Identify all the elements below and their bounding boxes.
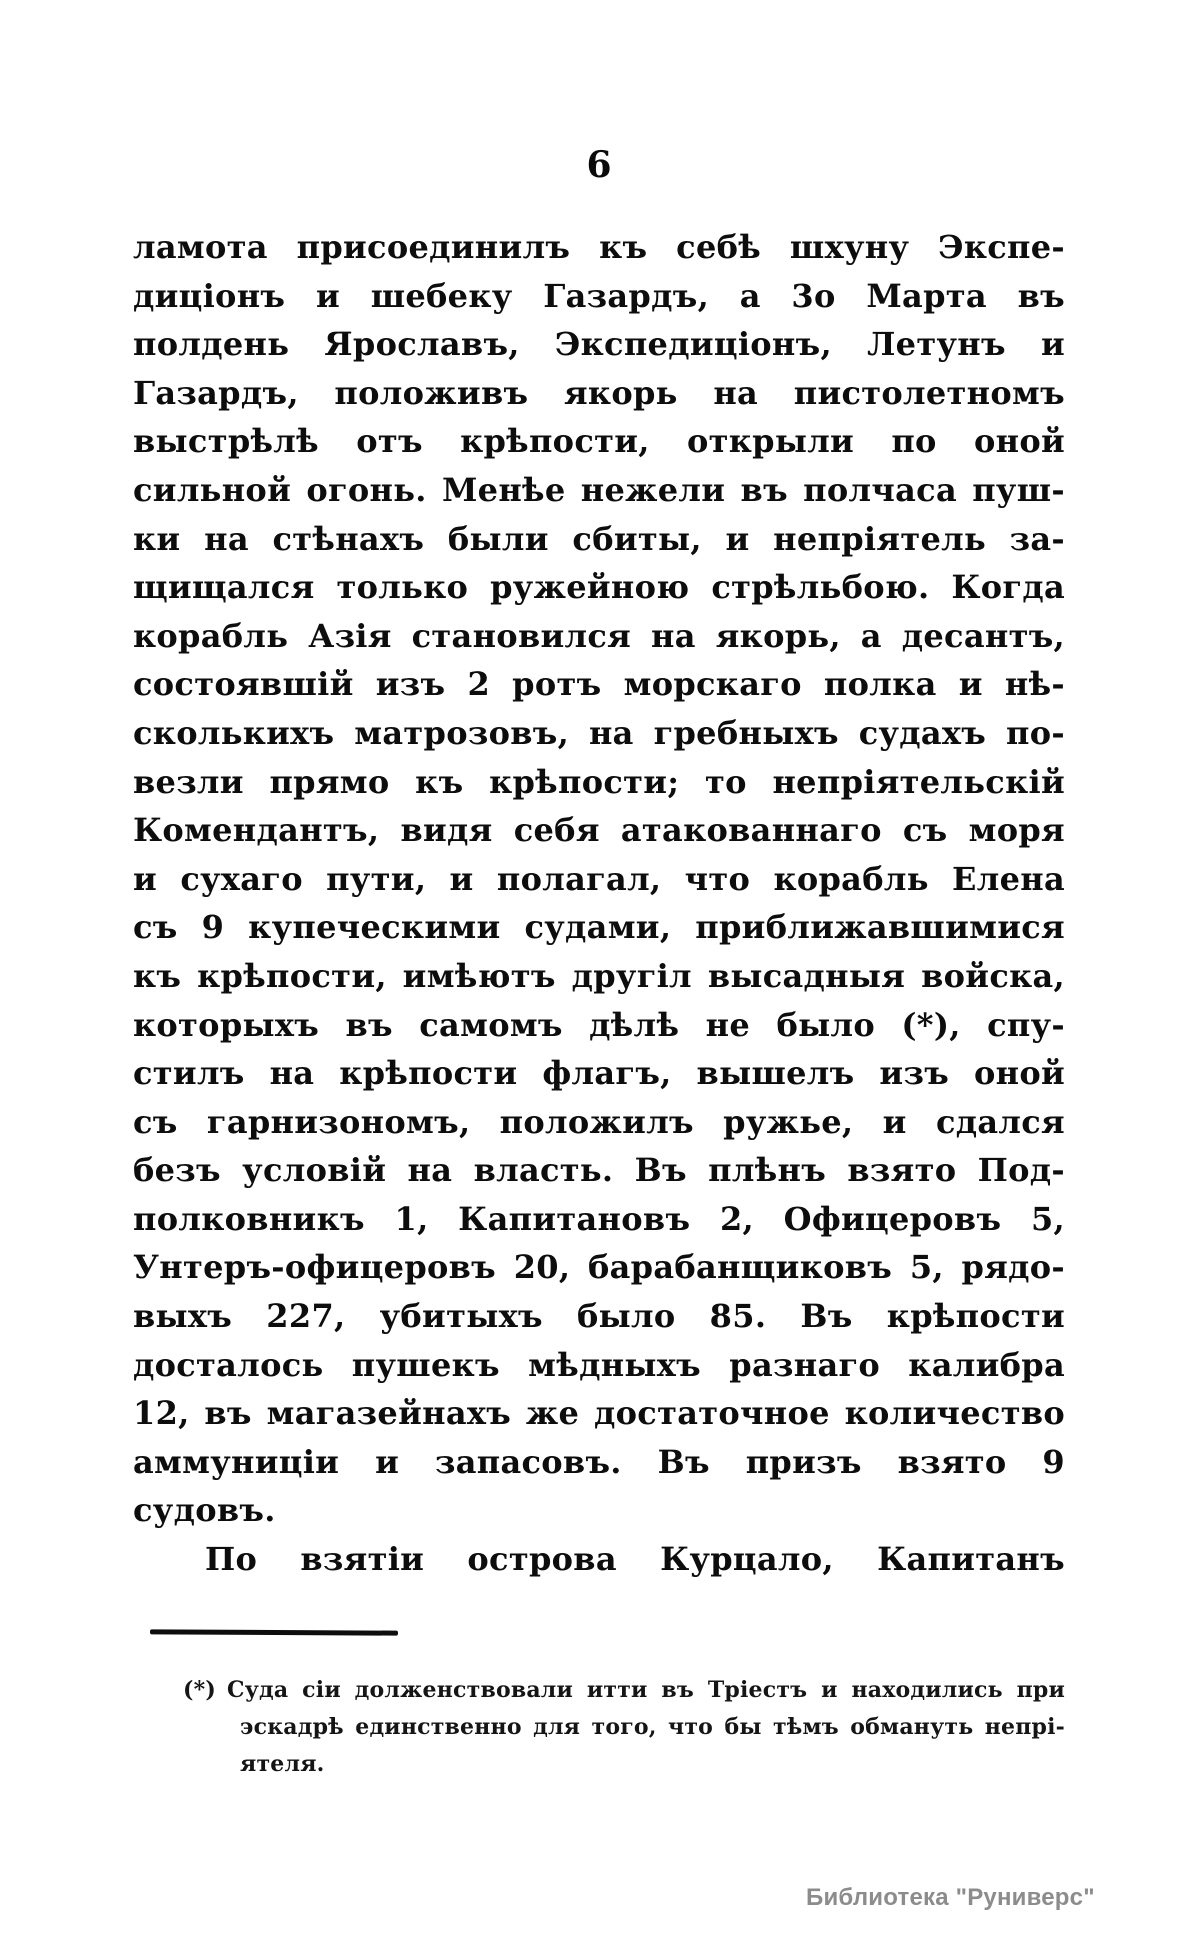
text-line: и сухаго пути, и полагал, что корабль Елена — [133, 859, 1065, 898]
text-line: состоявшій изъ 2 ротъ морскаго полка и нѣ- — [133, 665, 1065, 704]
text-line: стилъ на крѣпости флагъ, вышелъ изъ оной — [133, 1054, 1065, 1093]
text-line: съ 9 купеческими судами, приближавшимися — [133, 908, 1065, 947]
text-line: Комендантъ, видя себя атакованнаго съ моря — [133, 811, 1065, 850]
text-line-paragraph-start: По взятіи острова Курцало, Капитанъ — [205, 1540, 1065, 1579]
text-line: корабль Азія становился на якорь, а десантъ, — [133, 616, 1065, 655]
text-line: ки на стѣнахъ были сбиты, и непріятель за- — [133, 519, 1065, 558]
text-line: щищался только ружейною стрѣльбою. Когда — [133, 568, 1065, 607]
text-line: диціонъ и шебеку Газардъ, а 3о Марта въ — [133, 276, 1065, 315]
footnote-text: Суда сіи долженствовали итти въ Тріестъ и находились при — [227, 1677, 1065, 1703]
text-line: везли прямо къ крѣпости; то непріятельскій — [133, 762, 1065, 801]
text-line: досталось пушекъ мѣдныхъ разнаго калибра — [133, 1345, 1065, 1384]
footnote-block — [183, 1672, 1065, 1783]
footnote-separator-rule — [150, 1629, 398, 1635]
text-line: Унтеръ-офицеровъ 20, барабанщиковъ 5, рядо- — [133, 1248, 1065, 1287]
page-number: 6 — [586, 144, 612, 186]
main-text-block — [133, 223, 1065, 1584]
text-line: выстрѣлѣ отъ крѣпости, открыли по оной — [133, 422, 1065, 461]
footnote-marker: (*) — [183, 1677, 216, 1703]
text-line: 12, въ магазейнахъ же достаточное количество — [133, 1394, 1065, 1433]
text-line: полдень Ярославъ, Экспедиціонъ, Летунъ и — [133, 325, 1065, 364]
text-line: къ крѣпости, имѣютъ другіл высадныя войска, — [133, 956, 1065, 995]
footnote-line: эскадрѣ единственно для того, что бы тѣмъ обмануть непрі- — [240, 1714, 1065, 1740]
text-line: полковникъ 1, Капитановъ 2, Офицеровъ 5, — [133, 1199, 1065, 1238]
text-line-paragraph-end: судовъ. — [133, 1491, 276, 1530]
text-line: безъ условій на власть. Въ плѣнъ взято Под- — [133, 1151, 1065, 1190]
footnote-line: ятеля. — [240, 1751, 325, 1777]
text-line: съ гарнизономъ, положилъ ружье, и сдался — [133, 1102, 1065, 1141]
text-line: которыхъ въ самомъ дѣлѣ не было (*), спу- — [133, 1005, 1065, 1044]
footnote-line — [183, 1672, 1065, 1709]
text-line: выхъ 227, убитыхъ было 85. Въ крѣпости — [133, 1297, 1065, 1336]
text-line: сильной огонь. Менѣе нежели въ полчаса пуш- — [133, 470, 1065, 509]
text-line: ламота присоединилъ къ себѣ шхуну Экспе- — [133, 228, 1065, 266]
library-watermark: Библиотека "Руниверс" — [806, 1884, 1095, 1911]
text-line: сколькихъ матрозовъ, на гребныхъ судахъ по- — [133, 713, 1065, 752]
text-line: аммуниціи и запасовъ. Въ призъ взято 9 — [133, 1442, 1065, 1481]
text-line: Газардъ, положивъ якорь на пистолетномъ — [133, 373, 1065, 412]
